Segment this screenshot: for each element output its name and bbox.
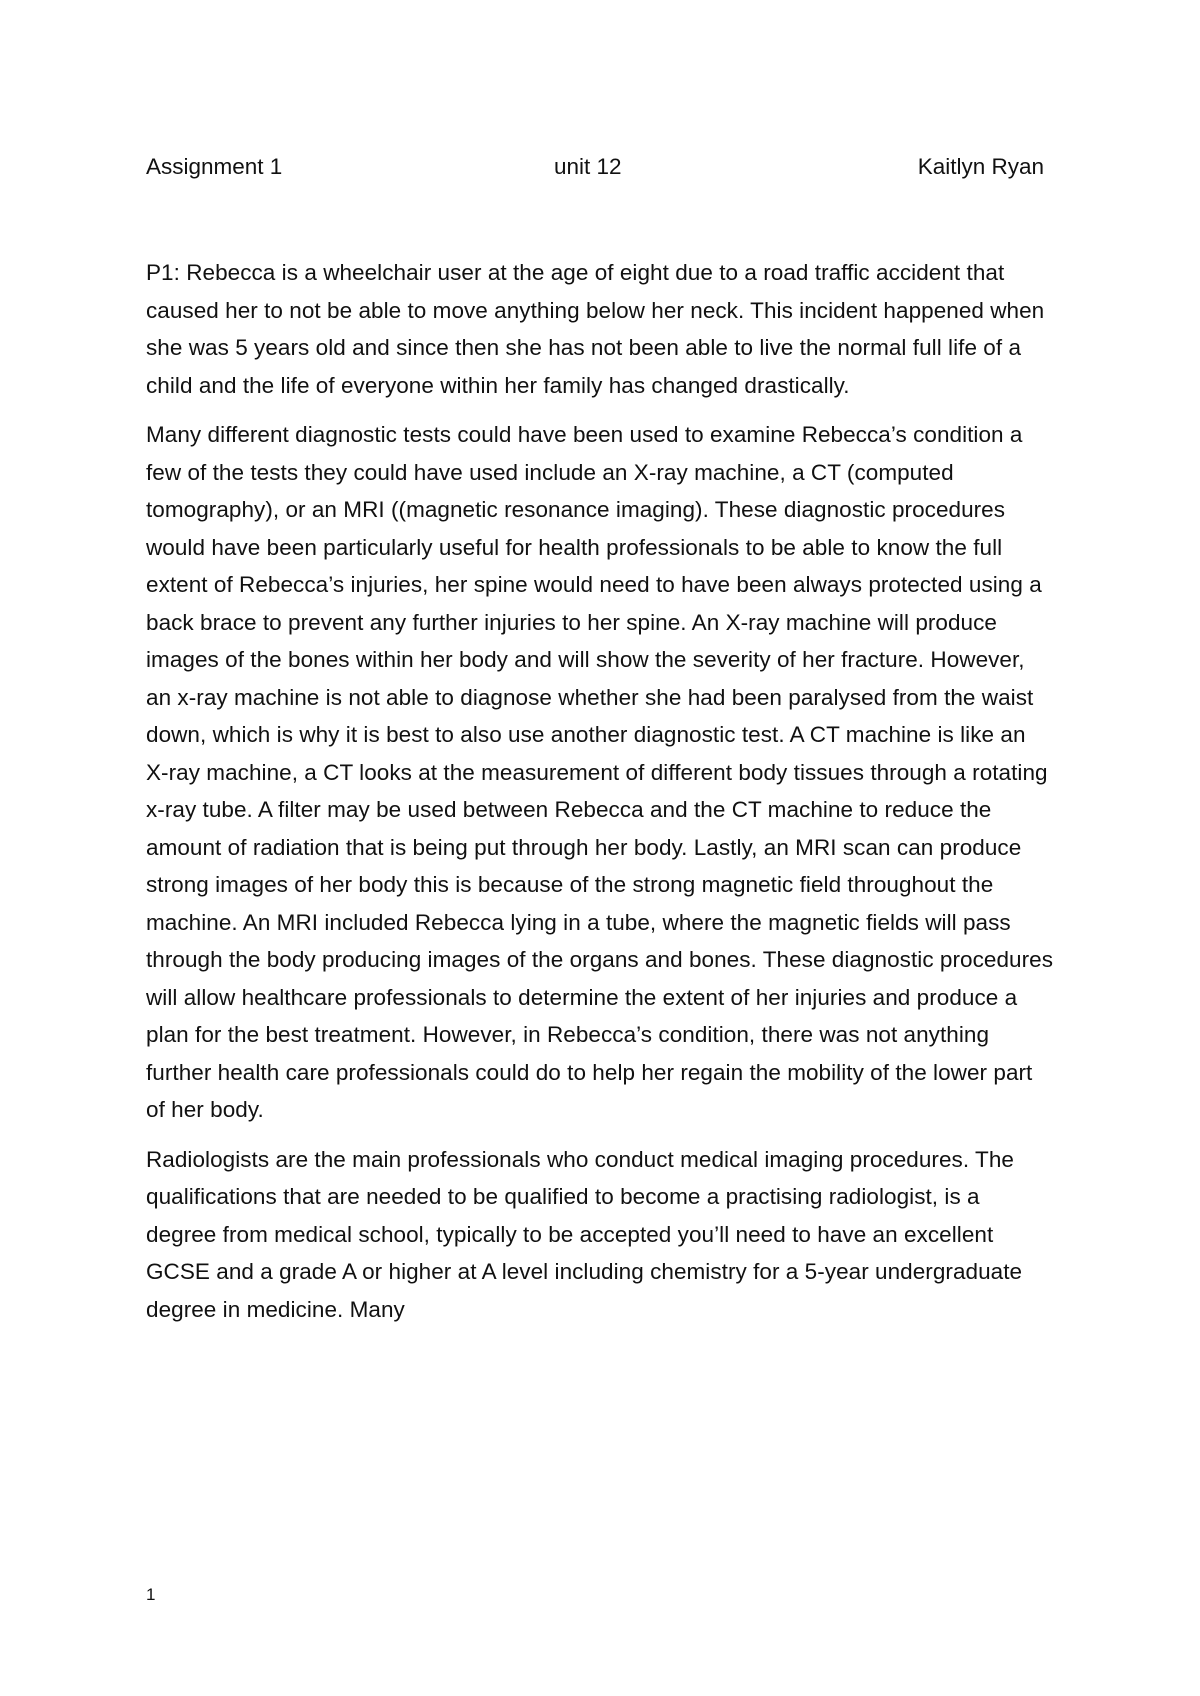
paragraph-p1: P1: Rebecca is a wheelchair user at the age of eight due to a road traffic accident that caused her to not be able to move anything below her neck. This incident happened when she was 5 years old and since then she has not been able to live the normal full life of a child and the life of everyone within her family has changed drastically. (146, 260, 1045, 398)
paragraph-radiologists: Radiologists are the main professionals who conduct medical imaging procedures. The qualifications that are needed to be qualified to become a practising radiologist, is a degree from medical school, typically to be accepted you’ll need to have an excellent GCSE and a grade A or higher at A level including chemistry for a 5-year undergraduate degree in medicine. Many (146, 1146, 1023, 1322)
page-number: 1 (146, 1585, 156, 1604)
header-author: Kaitlyn Ryan (917, 154, 1044, 179)
header-assignment: Assignment 1 (146, 154, 283, 179)
document-body (146, 254, 1054, 1340)
paragraph-diagnostic-tests: Many different diagnostic tests could have been used to examine Rebecca’s condition a few of the tests they could have used include an X-ray machine, a CT (computed tomography), or an MRI ((magnetic resonance imaging). These diagnostic procedures would have been particularly useful for health professionals to be able to know the full extent of Rebecca’s injuries, her spine would need to have been always protected using a back brace to prevent any further injuries to her spine. An X-ray machine will produce images of the bones within her body and will show the severity of her fracture. However, an x-ray machine is not able to diagnose whether she had been paralysed from the waist down, which is why it is best to also use another diagnostic test. A CT machine is like an X-ray machine, a CT looks at the measurement of different body tissues through a rotating x-ray tube. A filter may be used between Rebecca and the CT machine to reduce the amount of radiation that is being put through her body. Lastly, an MRI scan can produce strong images of her body this is because of the strong magnetic field throughout the machine. An MRI included Rebecca lying in a tube, where the magnetic fields will pass through the body producing images of the organs and bones. These diagnostic procedures will allow healthcare professionals to determine the extent of her injuries and produce a plan for the best treatment. However, in Rebecca’s condition, there was not anything further health care professionals could do to help her regain the mobility of the lower part of her body. (146, 422, 1053, 1122)
page-header (146, 150, 1044, 184)
header-unit: unit 12 (554, 154, 622, 179)
